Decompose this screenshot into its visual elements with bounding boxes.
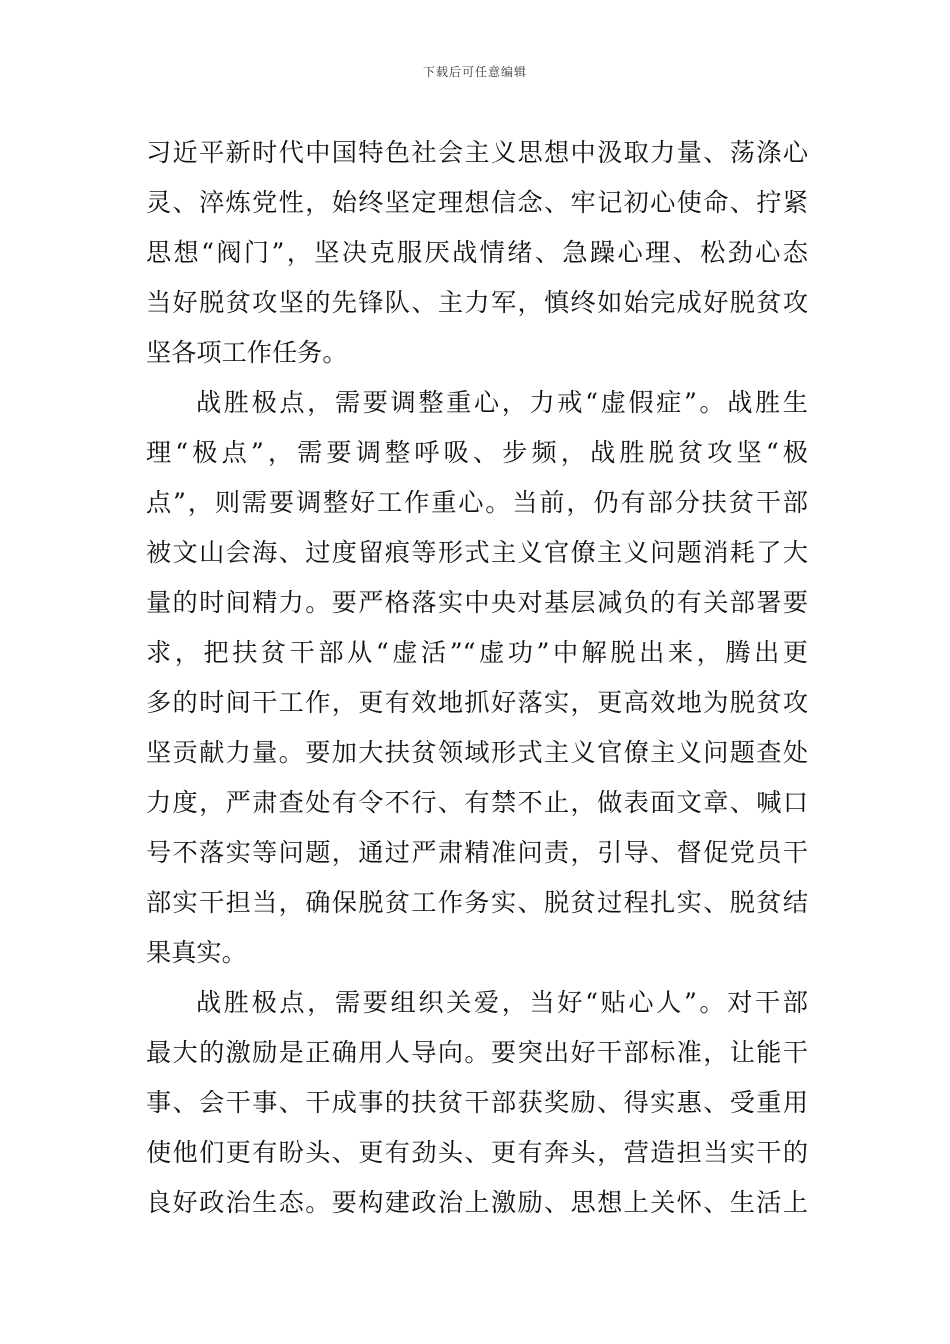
text-line: 坚贡献力量。要加大扶贫领域形式主义官僚主义问题查处 [146,738,808,767]
text-line: 部实干担当，确保脱贫工作务实、脱贫过程扎实、脱贫结 [146,888,808,917]
text-line: 理“极点”，需要调整呼吸、步频，战胜脱贫攻坚“极 [146,438,808,467]
paragraph-3 [146,978,808,1228]
text-line: 坚各项工作任务。 [146,338,348,367]
text-line: 力度，严肃查处有令不行、有禁不止，做表面文章、喊口 [146,788,808,817]
text-line: 号不落实等问题，通过严肃精准问责，引导、督促党员干 [146,838,808,867]
text-line: 事、会干事、干成事的扶贫干部获奖励、得实惠、受重用 [146,1088,808,1117]
text-line: 当好脱贫攻坚的先锋队、主力军，慎终如始完成好脱贫攻 [146,288,808,317]
text-line: 果真实。 [146,938,247,967]
page-header: 下载后可任意编辑 [422,65,527,79]
text-line: 量的时间精力。要严格落实中央对基层减负的有关部署要 [146,588,808,617]
text-line: 求，把扶贫干部从“虚活”“虚功”中解脱出来，腾出更 [146,638,808,667]
text-line: 被文山会海、过度留痕等形式主义官僚主义问题消耗了大 [146,538,808,567]
text-line: 灵、淬炼党性，始终坚定理想信念、牢记初心使命、拧紧 [146,188,808,217]
paragraph-1 [146,128,808,378]
text-line: 最大的激励是正确用人导向。要突出好干部标准，让能干 [146,1038,808,1067]
text-line: 思想“阀门”，坚决克服厌战情绪、急躁心理、松劲心态 [146,238,808,267]
paragraph-2 [146,378,808,978]
text-line: 良好政治生态。要构建政治上激励、思想上关怀、生活上 [146,1188,808,1217]
text-line: 多的时间干工作，更有效地抓好落实，更高效地为脱贫攻 [146,688,808,717]
text-line: 战胜极点，需要调整重心，力戒“虚假症”。战胜生 [196,388,808,417]
text-line: 习近平新时代中国特色社会主义思想中汲取力量、荡涤心 [146,138,808,167]
text-line: 使他们更有盼头、更有劲头、更有奔头，营造担当实干的 [146,1138,808,1167]
text-line: 战胜极点，需要组织关爱，当好“贴心人”。对干部 [196,988,808,1017]
text-line: 点”，则需要调整好工作重心。当前，仍有部分扶贫干部 [146,488,808,517]
document-body [146,128,808,1228]
